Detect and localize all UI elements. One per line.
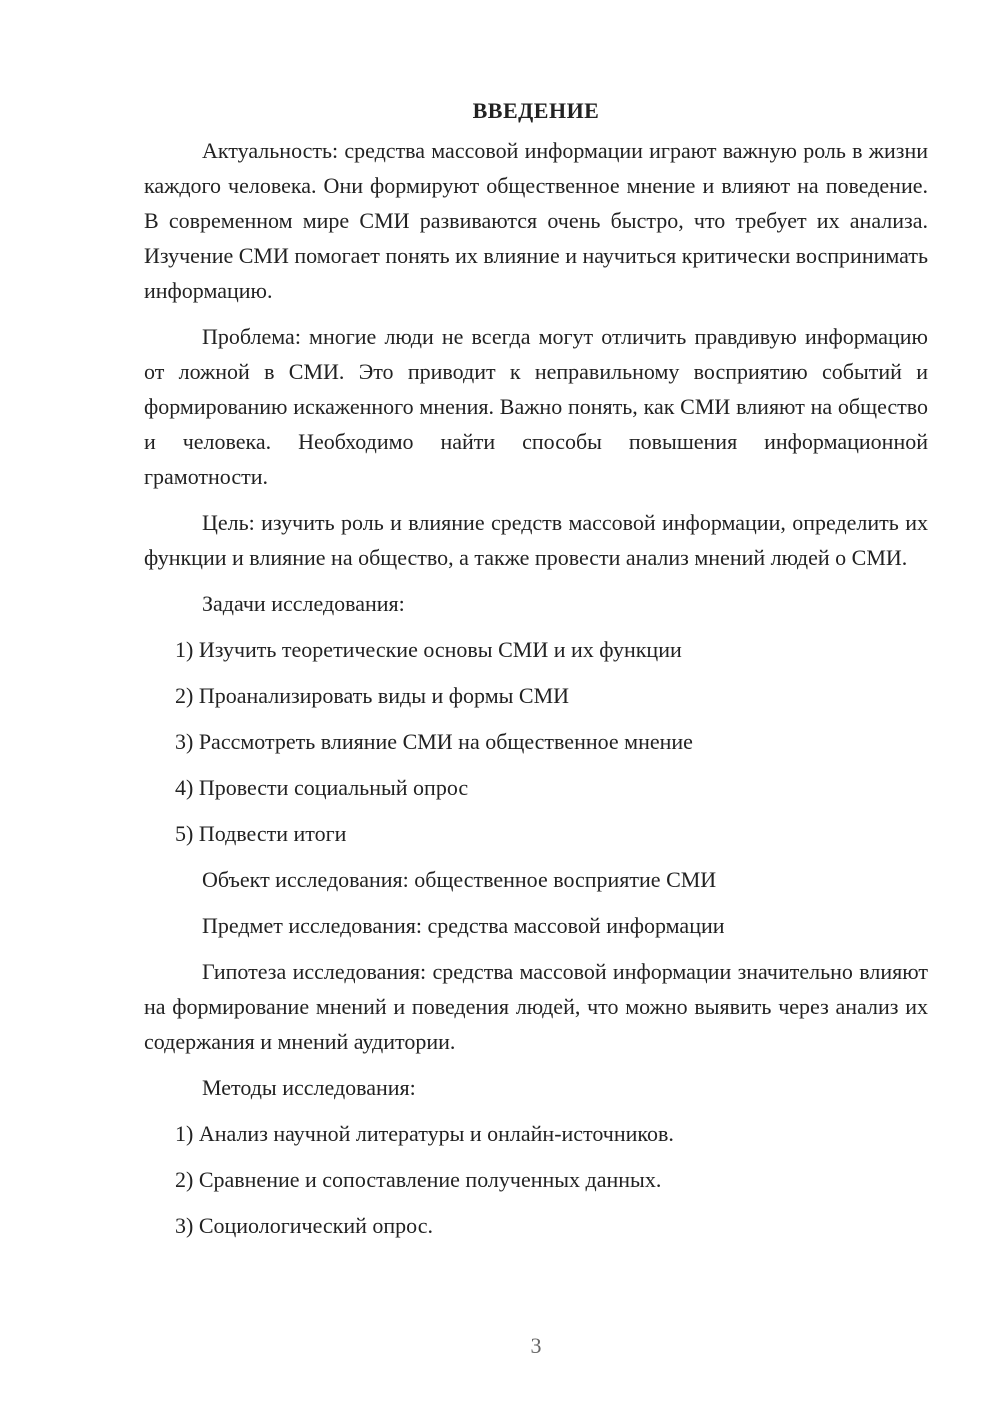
method-item: 2) Сравнение и сопоставление полученных данных. (175, 1167, 662, 1192)
hypothesis-paragraph: Гипотеза исследования: средства массовой информации значительно влияют на формирование мнений и поведения людей, что можно выявить через анализ их содержания и мнений аудитории. (144, 959, 928, 1054)
page-content (144, 93, 928, 1254)
section-title: ВВЕДЕНИЕ (472, 98, 600, 123)
method-item: 1) Анализ научной литературы и онлайн-источников. (175, 1121, 674, 1146)
object-paragraph: Объект исследования: общественное восприятие СМИ (202, 867, 717, 892)
task-item: 3) Рассмотреть влияние СМИ на общественное мнение (175, 729, 693, 754)
task-item: 4) Провести социальный опрос (175, 775, 469, 800)
goal-paragraph: Цель: изучить роль и влияние средств массовой информации, определить их функции и влияние на общество, а также провести анализ мнений людей о СМИ. (144, 510, 928, 570)
tasks-heading: Задачи исследования: (202, 591, 405, 616)
page-number: 3 (530, 1333, 542, 1358)
task-item: 1) Изучить теоретические основы СМИ и их функции (175, 637, 682, 662)
relevance-paragraph: Актуальность: средства массовой информации играют важную роль в жизни каждого человека. Они формируют общественное мнение и влияют на поведение. В современном мире СМИ развиваются очень быстро, что требует их анализа. Изучение СМИ помогает понять их влияние и научиться критически воспринимать информацию. (144, 138, 928, 303)
problem-paragraph: Проблема: многие люди не всегда могут отличить правдивую информацию от ложной в СМИ. Это приводит к неправильному восприятию событий и формированию искаженного мнения. Важно понять, как СМИ влияют на общество и человека. Необходимо найти способы повышения информационной грамотности. (144, 324, 928, 489)
task-item: 5) Подвести итоги (175, 821, 347, 846)
method-item: 3) Социологический опрос. (175, 1213, 433, 1238)
methods-heading: Методы исследования: (202, 1075, 416, 1100)
methods-list (144, 1116, 928, 1243)
subject-paragraph: Предмет исследования: средства массовой информации (202, 913, 725, 938)
task-item: 2) Проанализировать виды и формы СМИ (175, 683, 570, 708)
tasks-list (144, 632, 928, 851)
